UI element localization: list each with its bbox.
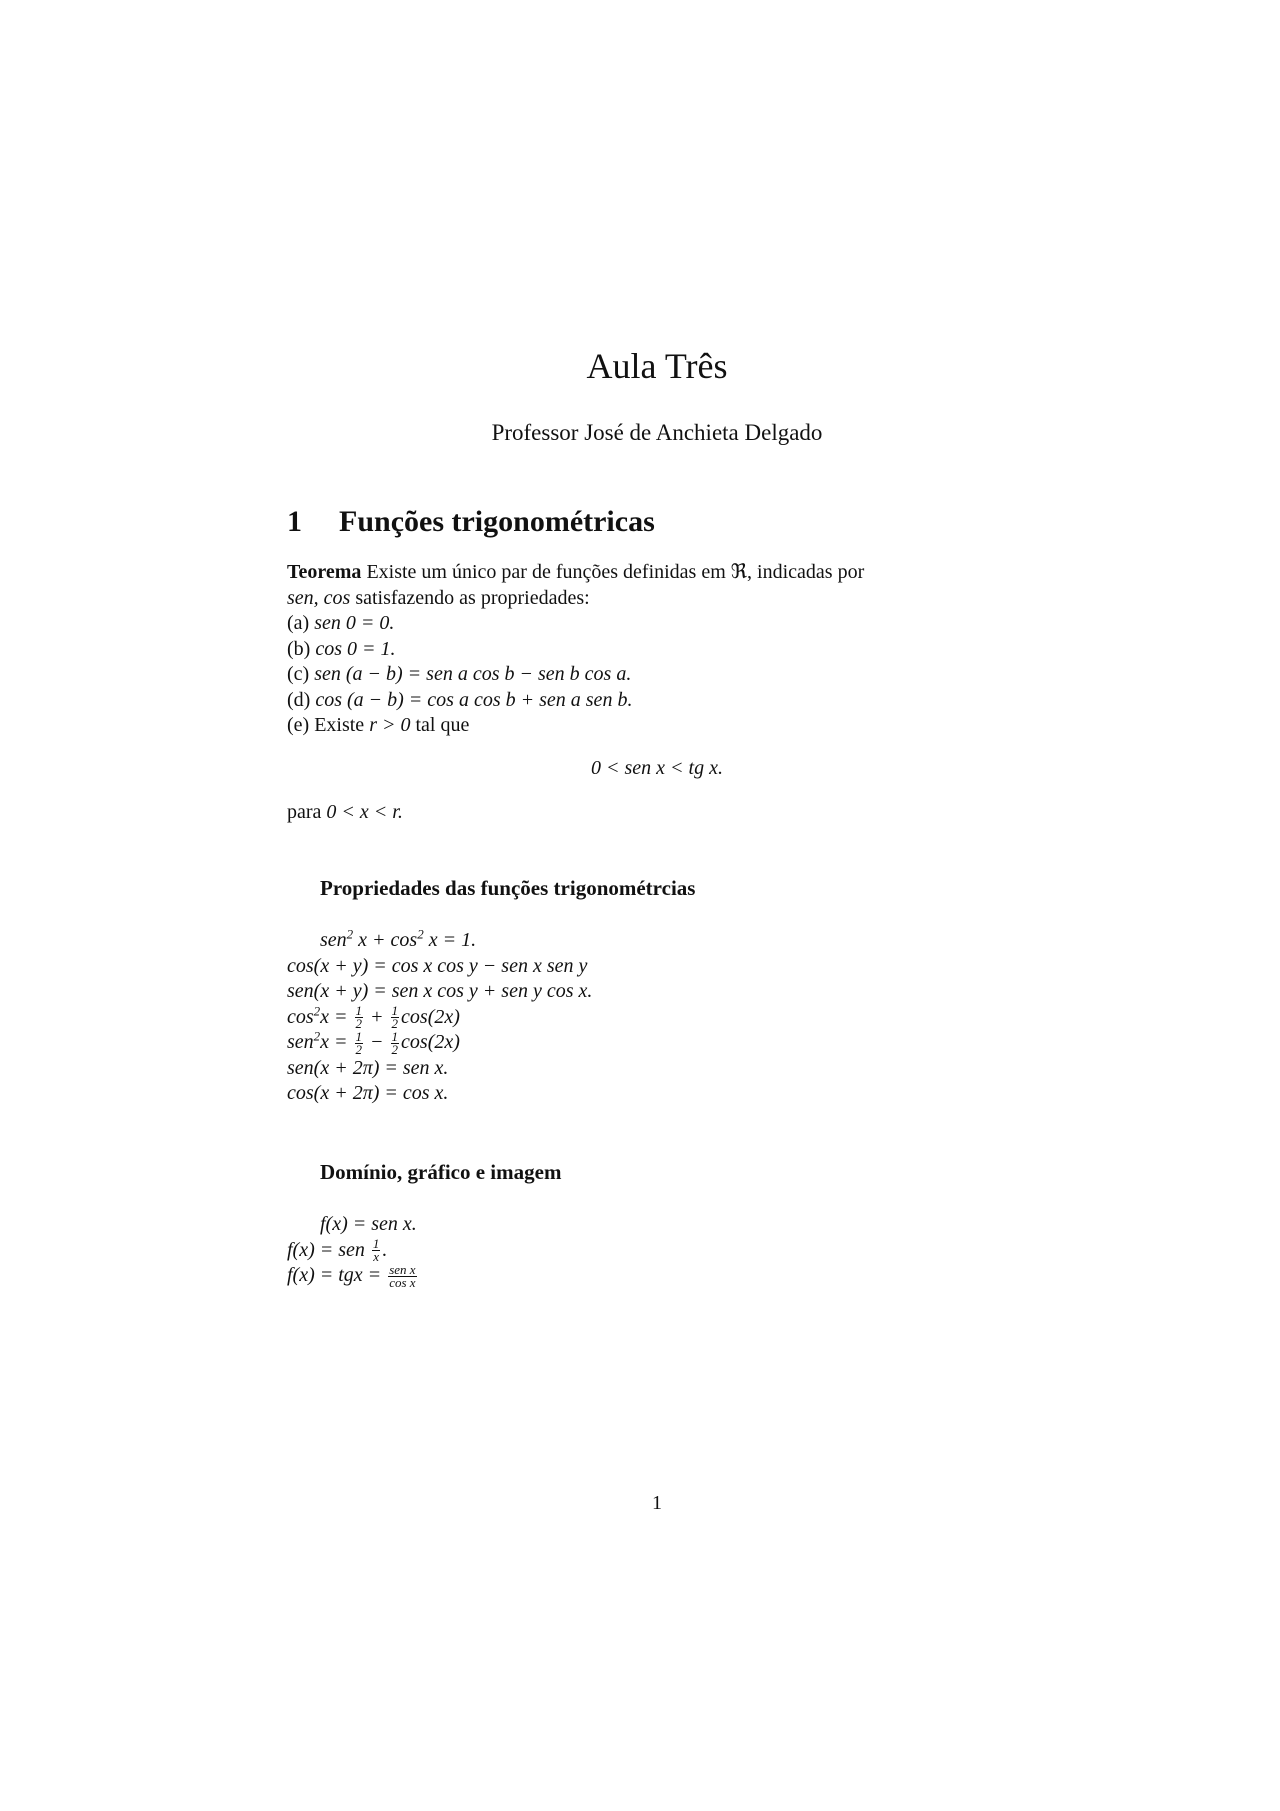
document-title: Aula Três (586, 346, 728, 386)
property-d-expr: cos (a − b) = cos a cos b + sen a sen b. (315, 688, 633, 711)
condition-line (287, 800, 1027, 826)
fraction: $\frac{1}{2}$ (355, 1003, 363, 1032)
property-e (287, 713, 1027, 739)
property-a (287, 611, 1027, 637)
fraction: $\frac{\text{sen x}}{\text{cos x}}$ (389, 1261, 416, 1290)
theorem-intro-1: Existe um único par de funções definidas em ℜ, indicadas por (366, 561, 865, 583)
property-e-label: (e) Existe (287, 714, 370, 736)
fraction: $\frac{1}{x}$ (372, 1236, 380, 1265)
property-b-expr: cos 0 = 1. (315, 637, 396, 660)
identity-pythagorean: sen$^2$ $x + \cos^2 x = 1$. (320, 926, 477, 951)
theorem-intro-2: satisfazendo as propriedades: (350, 586, 590, 609)
identity-sen-sum: sen(x + y) = sen x cos y + sen y cos x. (287, 980, 593, 1002)
theorem-functions: sen, cos (287, 586, 351, 609)
identity-cos-period: cos(x + 2π) = cos x. (287, 1082, 449, 1104)
properties-list (287, 928, 1027, 1107)
condition-label: para (287, 801, 327, 823)
document-author: Professor José de Anchieta Delgado (491, 420, 823, 445)
theorem-line-1 (287, 560, 1027, 586)
properties-heading: Propriedades das funções trigonométrcias (320, 876, 696, 900)
identity-cos-squared: $\cos^2x$ = $\frac{1}{2}$ + $\frac{1}{2}$ cos(2x) (287, 1002, 460, 1032)
property-a-expr: sen 0 = 0. (314, 612, 395, 634)
function-sen: f(x) = sen x. (320, 1213, 417, 1235)
fraction: $\frac{1}{2}$ (391, 1028, 399, 1057)
identity-sen-squared: sen$^2$x = $\frac{1}{2}$ − $\frac{1}{2}$ cos(2x) (287, 1028, 460, 1057)
page-number: 1 (652, 1492, 662, 1514)
property-c-expr: sen (a − b) = sen a cos b − sen b cos a. (314, 663, 632, 685)
section-number: 1 (287, 505, 302, 538)
fraction: $\frac{1}{2}$ (391, 1003, 399, 1032)
property-a-label: (a) (287, 612, 315, 634)
function-sen-reciprocal: f(x) = sen $\frac{1}{x}$ . (287, 1236, 388, 1265)
property-e-expr: r > 0 (369, 714, 416, 736)
theorem-label: Teorema (287, 561, 362, 583)
theorem-block (287, 560, 1027, 739)
property-b-label: (b) (287, 637, 316, 660)
property-d (287, 688, 1027, 714)
domain-list (287, 1212, 1027, 1289)
function-tg: f(x) = tgx = $\frac{\text{sen x}}{\text{cos x}}$ (287, 1261, 416, 1290)
domain-heading: Domínio, gráfico e imagem (320, 1160, 562, 1184)
display-inequality: 0 < sen x < tg x. (591, 757, 723, 779)
condition-expr: 0 < x < r. (326, 801, 403, 823)
section-title: Funções trigonométricas (339, 505, 655, 538)
fraction: $\frac{1}{2}$ (355, 1028, 363, 1057)
property-b (287, 637, 1027, 663)
section-heading (287, 505, 655, 539)
property-c (287, 662, 1027, 688)
property-e-tail: tal que (415, 714, 470, 736)
identity-sen-period: sen(x + 2π) = sen x. (287, 1056, 449, 1079)
theorem-line-2 (287, 586, 1027, 612)
identity-cos-sum: cos(x + y) = cos x cos y − sen x sen y (287, 954, 588, 977)
property-d-label: (d) (287, 688, 316, 711)
property-c-label: (c) (287, 663, 315, 685)
